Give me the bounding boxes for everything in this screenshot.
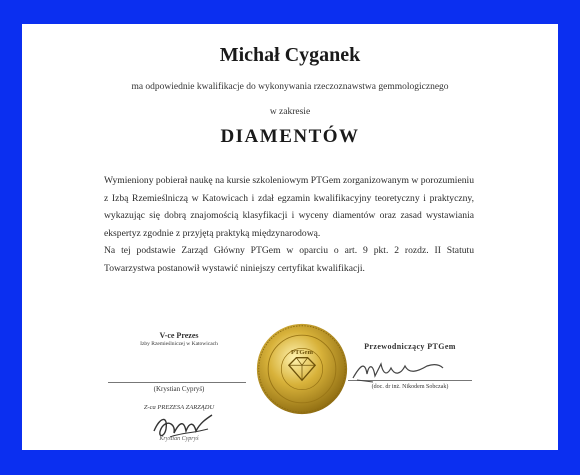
left-signature-line: [108, 382, 246, 383]
left-signatory-subtitle: Izby Rzemieślniczej w Katowicach: [140, 341, 218, 347]
certificate-document: [22, 24, 558, 450]
certificate-subject: DIAMENTÓW: [220, 126, 360, 147]
right-signatory-title: Przewodniczący PTGem: [364, 342, 456, 351]
qualification-line: ma odpowiednie kwalifikacje do wykonywania rzeczoznawstwa gemmologicznego: [131, 82, 449, 92]
scope-line: w zakresie: [269, 107, 311, 117]
body-paragraph-2: Na tej podstawie Zarząd Główny PTGem w oparciu o art. 9 pkt. 2 rozdz. II Statutu Towarzystwa postanowił wystawić niniejszy certyfikat kwalifikacji.: [104, 245, 474, 274]
left-signatory-name: (Krystian Cypryś): [153, 385, 205, 393]
right-signature-block: [340, 342, 480, 390]
gold-seal-icon: [255, 322, 349, 416]
recipient-name: Michał Cyganek: [219, 44, 361, 66]
deputy-name: Krystian Cypryś: [159, 436, 199, 442]
certificate-body: [104, 172, 474, 278]
deputy-title: Z-ca PREZESA ZARZĄDU: [143, 404, 215, 411]
seal-center-text: PTGem: [291, 348, 313, 356]
right-signatory-name: (doc. dr inż. Nikodem Sobczak): [371, 384, 449, 390]
left-signatory-title: V-ce Prezes: [159, 331, 199, 340]
left-signature-block: [104, 331, 254, 393]
chairman-handwritten-signature: [347, 354, 447, 386]
body-paragraph-1: Wymieniony pobierał naukę na kursie szkoleniowym PTGem zorganizowanym w porozumieniu z Izbą Rzemieślniczą w Katowicach i zdał egzamin kwalifikacyjny teoretyczny i praktyczny, wykazując się dobrą znajomością klasyfikacji i wyceny diamentów oraz zasad wystawiania ekspertyz zgodnie z przyjętą praktyką międzynarodową.: [104, 175, 474, 239]
